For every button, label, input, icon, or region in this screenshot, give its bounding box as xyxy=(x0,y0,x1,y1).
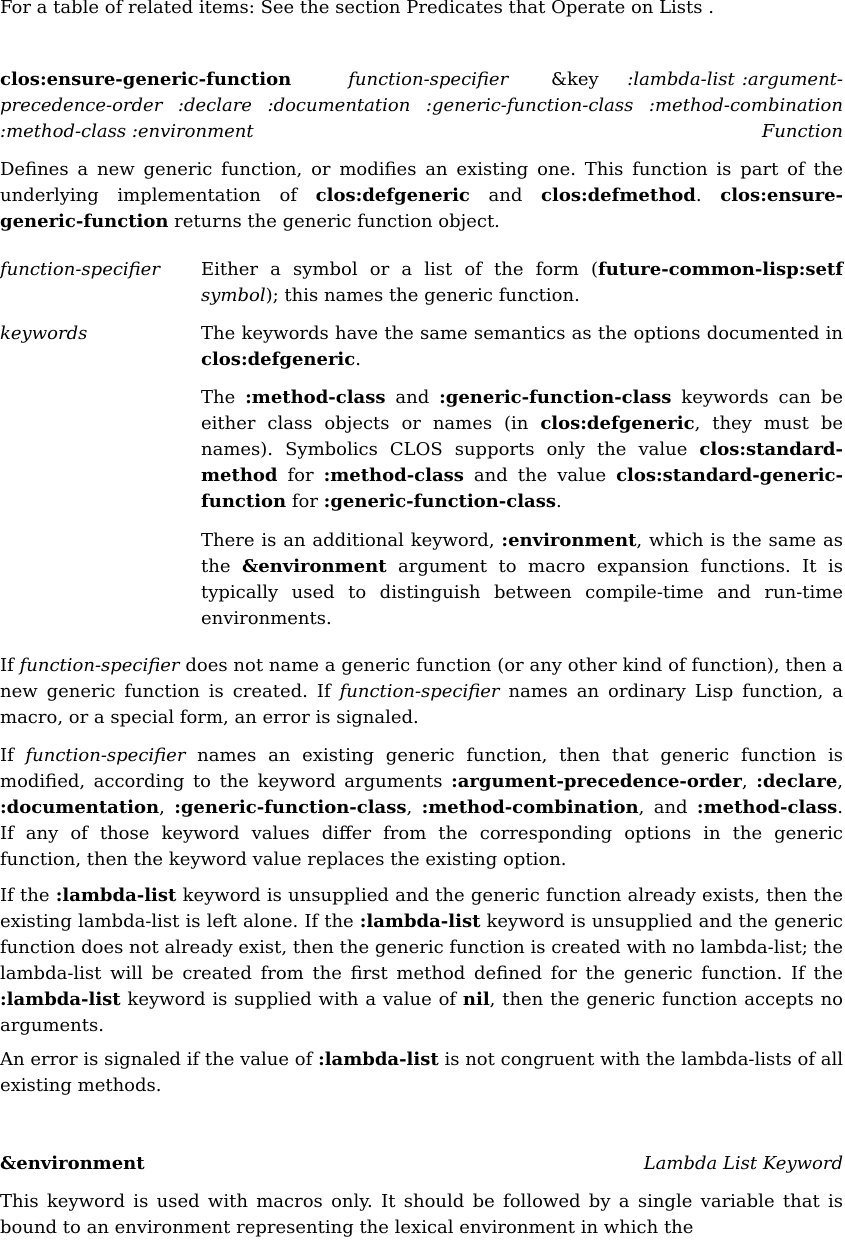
related-items-line: For a table of related items: See the section Predicates that Operate on Lists . xyxy=(0,0,845,21)
entry-kind-label: Function xyxy=(761,121,843,142)
keywords-paragraph-class: The :method-class and :generic-function-class keywords can be either class objects or names (in clos:defgeneric, they must be names). Symbolics CLOS supports only the value clos:standard-method for :method-class and the value clos:standard-generic-function for :generic-function-class. xyxy=(201,387,844,512)
body-paragraph: If the :lambda-list keyword is unsupplied and the generic function already exists, then the existing lambda-list is left alone. If the :lambda-list keyword is unsupplied and the generic function does not already exist, then the generic function is created with no lambda-list; the lambda-list will be created from the first method defined for the generic function. If the :lambda-list keyword is supplied with a value of nil, then the generic function accepts no arguments. xyxy=(0,885,843,1036)
entry-kind-label: Lambda List Keyword xyxy=(643,1153,843,1174)
argument-term: function-specifier xyxy=(0,259,160,280)
keyword-description: This keyword is used with macros only. It should be followed by a single variable that is bound to an environment representing the lexical environment in which the xyxy=(0,1191,843,1238)
function-entry-header xyxy=(0,67,843,145)
argument-definition: The keywords have the same semantics as the options documented in clos:defgeneric. xyxy=(201,323,843,370)
body-paragraph: If function-specifier names an existing generic function, then that generic function is modified, according to the keyword arguments :argument-precedence-order, :declare, :documentation, :generic-function-class, :method-combination, and :method-class. If any of those keyword values differ from the corresponding options in the generic function, then the keyword value replaces the existing option. xyxy=(0,745,844,870)
argument-term: keywords xyxy=(0,323,88,344)
function-description: Defines a new generic function, or modifies an existing one. This function is part of the underlying implementation of clos:defgeneric and clos:defmethod. clos:ensure-generic-function returns the generic function object. xyxy=(0,159,843,232)
body-paragraph: An error is signaled if the value of :lambda-list is not congruent with the lambda-lists of all existing methods. xyxy=(0,1049,843,1096)
keyword-name: &environment xyxy=(0,1153,145,1174)
related-section-link[interactable]: Predicates that Operate on Lists xyxy=(406,0,703,18)
keywords-paragraph-environment: There is an additional keyword, :environment, which is the same as the &environment argument to macro expansion functions. It is typically used to distinguish between compile-time and run-time environments. xyxy=(201,530,843,629)
function-name: clos:ensure-generic-function xyxy=(0,69,292,90)
body-paragraph: If function-specifier does not name a generic function (or any other kind of function), then a new generic function is created. If function-specifier names an ordinary Lisp function, a macro, or a special form, an error is signaled. xyxy=(0,655,843,728)
keyword-entry-header xyxy=(0,1151,843,1177)
function-signature: clos:ensure-generic-function function-specifier &key :lambda-list :argument- precedence-order :declare :documentation :generic-function-class :method-combination :method-class :environment xyxy=(0,69,843,142)
argument-definition: Either a symbol or a list of the form (future-common-lisp:setf symbol); this names the generic function. xyxy=(201,259,843,306)
